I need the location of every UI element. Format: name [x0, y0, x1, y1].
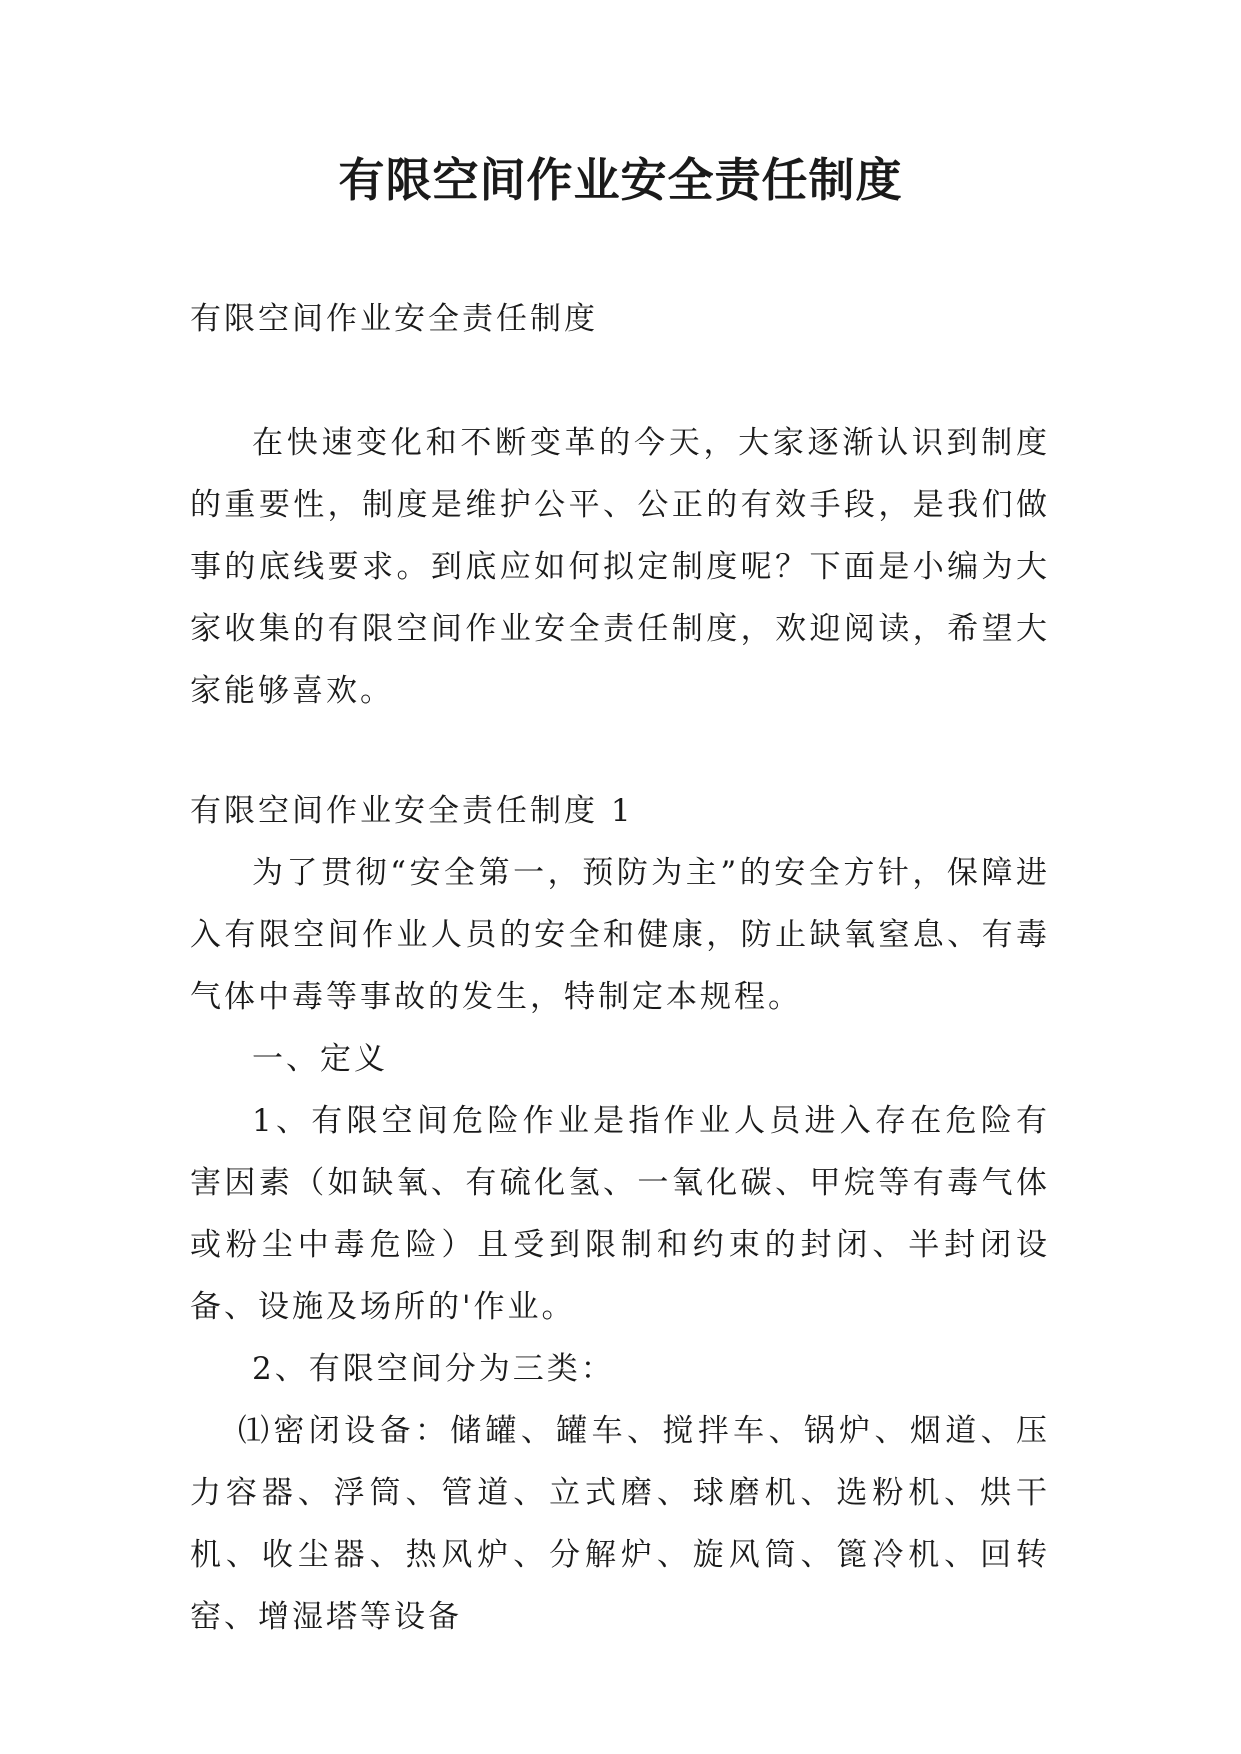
definition-item-1: 1、有限空间危险作业是指作业人员进入存在危险有害因素（如缺氧、有硫化氢、一氧化碳、甲烷等有毒气体或粉尘中毒危险）且受到限制和约束的封闭、半封闭设备、设施及场所的'作业。	[190, 1103, 1050, 1325]
intro-paragraph: 在快速变化和不断变革的今天，大家逐渐认识到制度的重要性，制度是维护公平、公正的有效手段，是我们做事的底线要求。到底应如何拟定制度呢？下面是小编为大家收集的有限空间作业安全责任制度，欢迎阅读，希望大家能够喜欢。	[190, 425, 1050, 709]
definition-heading: 一、定义	[252, 1041, 388, 1077]
section-1-heading: 有限空间作业安全责任制度 1	[190, 793, 634, 829]
document-subtitle: 有限空间作业安全责任制度	[190, 301, 598, 337]
document-title: 有限空间作业安全责任制度	[338, 153, 903, 207]
definition-item-2-sub-1: ⑴密闭设备：储罐、罐车、搅拌车、锅炉、烟道、压力容器、浮筒、管道、立式磨、球磨机、选粉机、烘干机、收尘器、热风炉、分解炉、旋风筒、篦冷机、回转窑、增湿塔等设备	[190, 1413, 1050, 1635]
section-1-paragraph: 为了贯彻“安全第一，预防为主”的安全方针，保障进入有限空间作业人员的安全和健康，防止缺氧窒息、有毒气体中毒等事故的发生，特制定本规程。	[190, 855, 1050, 1015]
definition-item-2: 2、有限空间分为三类：	[252, 1351, 615, 1387]
document-body	[190, 288, 1050, 1648]
